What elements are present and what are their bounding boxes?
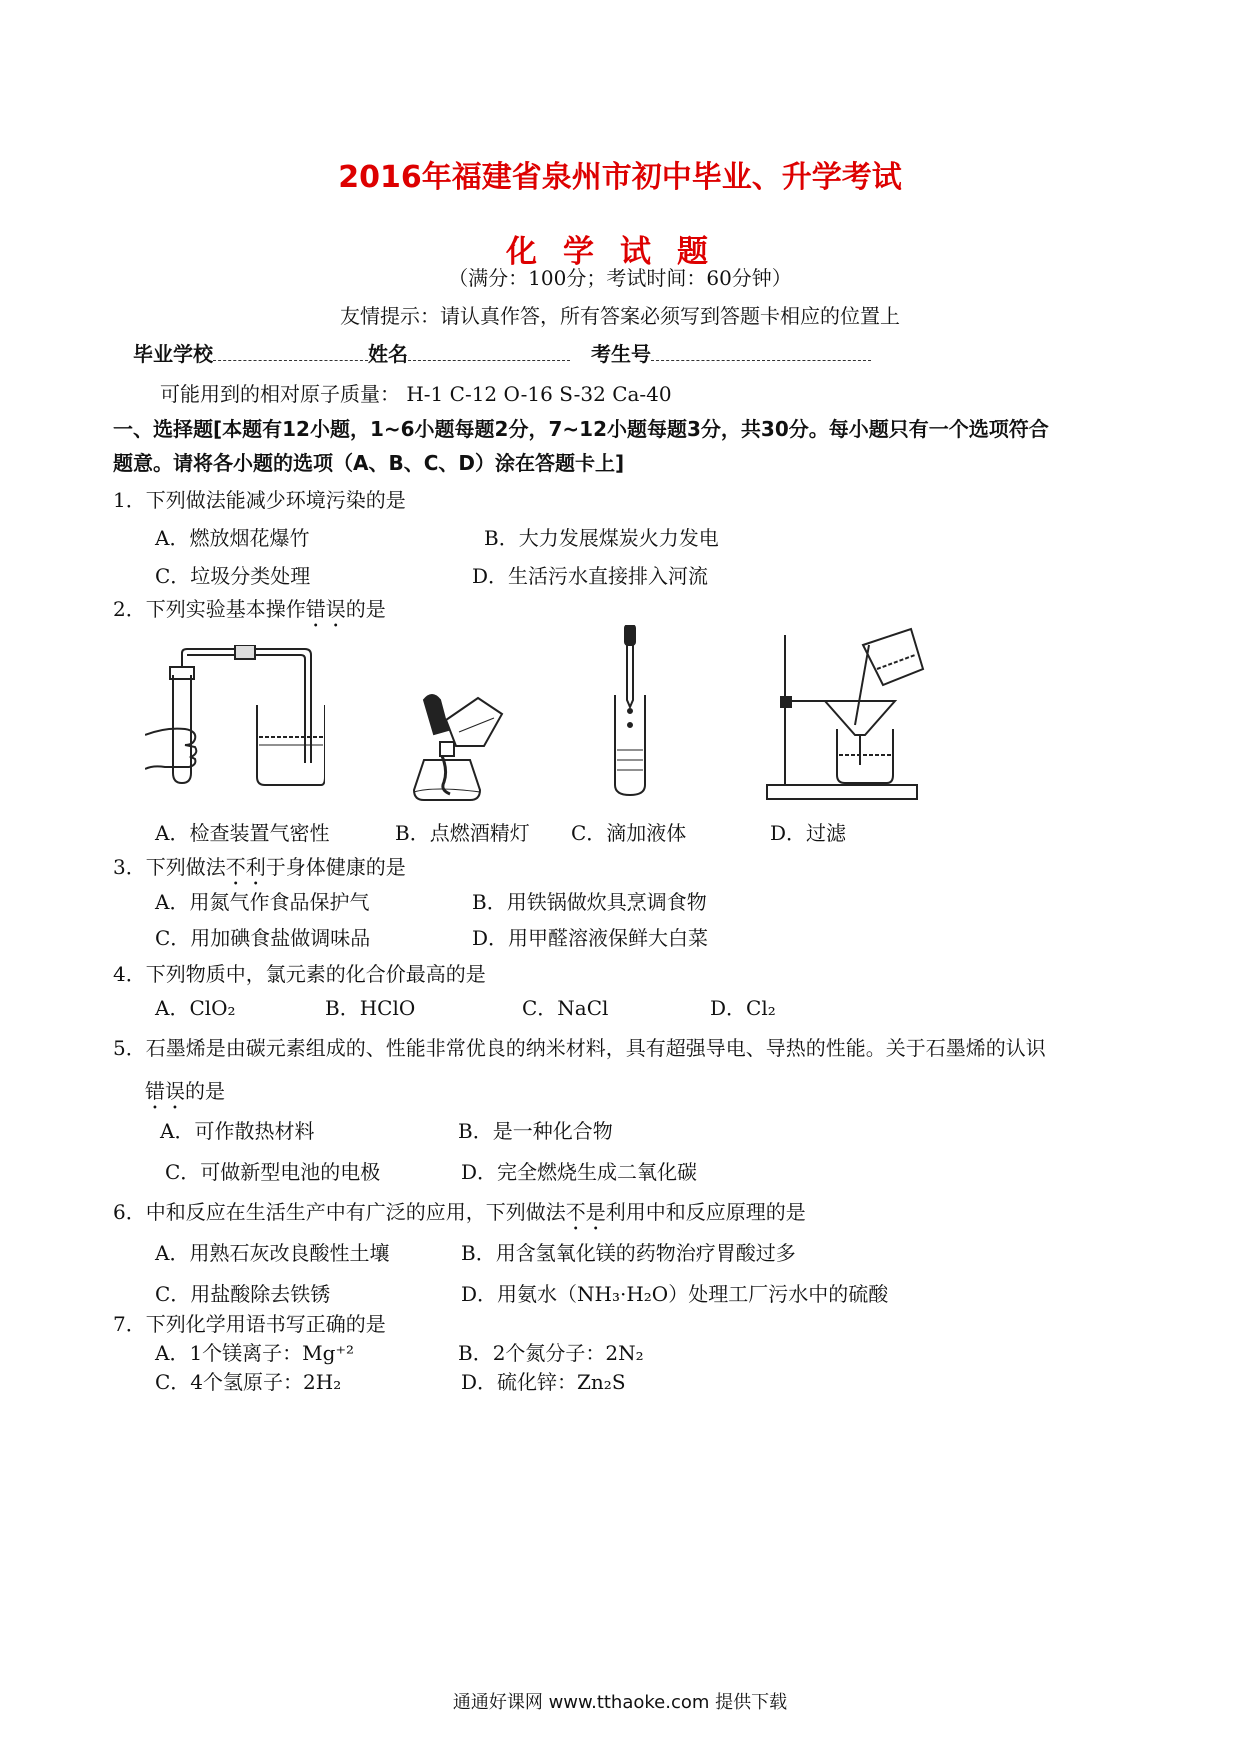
q3-stem	[113, 851, 406, 890]
name-blank[interactable]	[408, 342, 570, 361]
q2-option-c: C．滴加液体	[571, 821, 687, 845]
q1-option-b: B．大力发展煤炭火力发电	[484, 526, 719, 550]
q3-stem-post: 于身体健康的是	[265, 855, 406, 879]
q5-option-a: A．可作散热材料	[160, 1119, 315, 1143]
alcohol-lamp-figure	[404, 690, 524, 805]
student-info-line	[133, 338, 871, 367]
section-heading-line2: 题意。请将各小题的选项（A、B、C、D）涂在答题卡上]	[113, 451, 625, 475]
q4-option-c: C．NaCl	[522, 996, 609, 1020]
exam-title: 2016年福建省泉州市初中毕业、升学考试	[338, 160, 902, 195]
q2-stem-emph: 错误	[305, 597, 346, 621]
q2-stem-post: 的是	[345, 597, 386, 621]
school-blank[interactable]	[213, 342, 368, 361]
atomic-masses: 可能用到的相对原子质量： H-1 C-12 O-16 S-32 Ca-40	[160, 382, 672, 406]
q1-option-a: A．燃放烟花爆竹	[155, 526, 310, 550]
filtration-figure	[765, 625, 925, 805]
q3-option-c: C．用加碘食盐做调味品	[155, 926, 371, 950]
q6-stem	[113, 1196, 806, 1235]
exam-info: （满分：100分；考试时间：60分钟）	[448, 266, 792, 290]
q2-stem	[113, 593, 386, 632]
q6-option-a: A．用熟石灰改良酸性土壤	[155, 1241, 390, 1265]
q5-stem-line1: 5．石墨烯是由碳元素组成的、性能非常优良的纳米材料，具有超强导电、导热的性能。关于石墨烯的认识	[113, 1036, 1046, 1060]
q3-option-b: B．用铁锅做炊具烹调食物	[472, 890, 707, 914]
q7-option-b: B．2个氮分子：2N₂	[458, 1341, 644, 1365]
q5-stem-post: 的是	[185, 1079, 225, 1103]
q5-stem-emph: 错误	[145, 1079, 185, 1103]
q2-option-b: B．点燃酒精灯	[395, 821, 530, 845]
q4-option-a: A．ClO₂	[155, 996, 236, 1020]
q5-option-d: D．完全燃烧生成二氧化碳	[461, 1160, 698, 1184]
q6-option-c: C．用盐酸除去铁锈	[155, 1282, 331, 1306]
q2-stem-pre: 2．下列实验基本操作	[113, 597, 306, 621]
q4-stem: 4．下列物质中，氯元素的化合价最高的是	[113, 962, 486, 986]
q6-stem-post: 利用中和反应原理的是	[605, 1200, 806, 1224]
q4-option-d: D．Cl₂	[710, 996, 776, 1020]
q6-stem-emph: 不是	[565, 1200, 606, 1224]
q5-stem-line2	[145, 1075, 225, 1114]
exam-subtitle: 化学试题	[506, 234, 734, 270]
page-footer: 通通好课网 www.tthaoke.com 提供下载	[452, 1692, 788, 1713]
q7-option-c: C．4个氢原子：2H₂	[155, 1370, 342, 1394]
q3-option-a: A．用氮气作食品保护气	[155, 890, 370, 914]
q5-option-b: B．是一种化合物	[458, 1119, 613, 1143]
airtight-check-figure	[145, 645, 325, 795]
school-label: 毕业学校	[133, 342, 213, 366]
q7-stem: 7．下列化学用语书写正确的是	[113, 1312, 386, 1336]
q7-option-d: D．硫化锌：Zn₂S	[461, 1370, 626, 1394]
q3-option-d: D．用甲醛溶液保鲜大白菜	[472, 926, 709, 950]
q6-option-d: D．用氨水（NH₃·H₂O）处理工厂污水中的硫酸	[461, 1282, 889, 1306]
exam-tip: 友情提示：请认真作答，所有答案必须写到答题卡相应的位置上	[340, 304, 900, 328]
q3-stem-pre: 3．下列做法	[113, 855, 226, 879]
q1-stem: 1．下列做法能减少环境污染的是	[113, 488, 406, 512]
q1-option-d: D．生活污水直接排入河流	[472, 564, 709, 588]
q2-option-a: A．检查装置气密性	[155, 821, 330, 845]
name-label: 姓名	[368, 342, 408, 366]
q2-option-d: D．过滤	[770, 821, 847, 845]
q6-option-b: B．用含氢氧化镁的药物治疗胃酸过多	[461, 1241, 796, 1265]
q5-option-c: C．可做新型电池的电极	[165, 1160, 381, 1184]
q4-option-b: B．HClO	[325, 996, 416, 1020]
id-blank[interactable]	[651, 342, 871, 361]
dropper-figure	[607, 625, 657, 800]
q3-stem-emph: 不利	[225, 855, 266, 879]
id-label: 考生号	[590, 342, 651, 366]
q7-option-a: A．1个镁离子：Mg⁺²	[155, 1341, 355, 1365]
q1-option-c: C．垃圾分类处理	[155, 564, 311, 588]
section-heading-line1: 一、选择题[本题有12小题，1~6小题每题2分，7~12小题每题3分，共30分。每小题只有一个选项符合	[113, 417, 1049, 441]
q6-stem-pre: 6．中和反应在生活生产中有广泛的应用，下列做法	[113, 1200, 566, 1224]
